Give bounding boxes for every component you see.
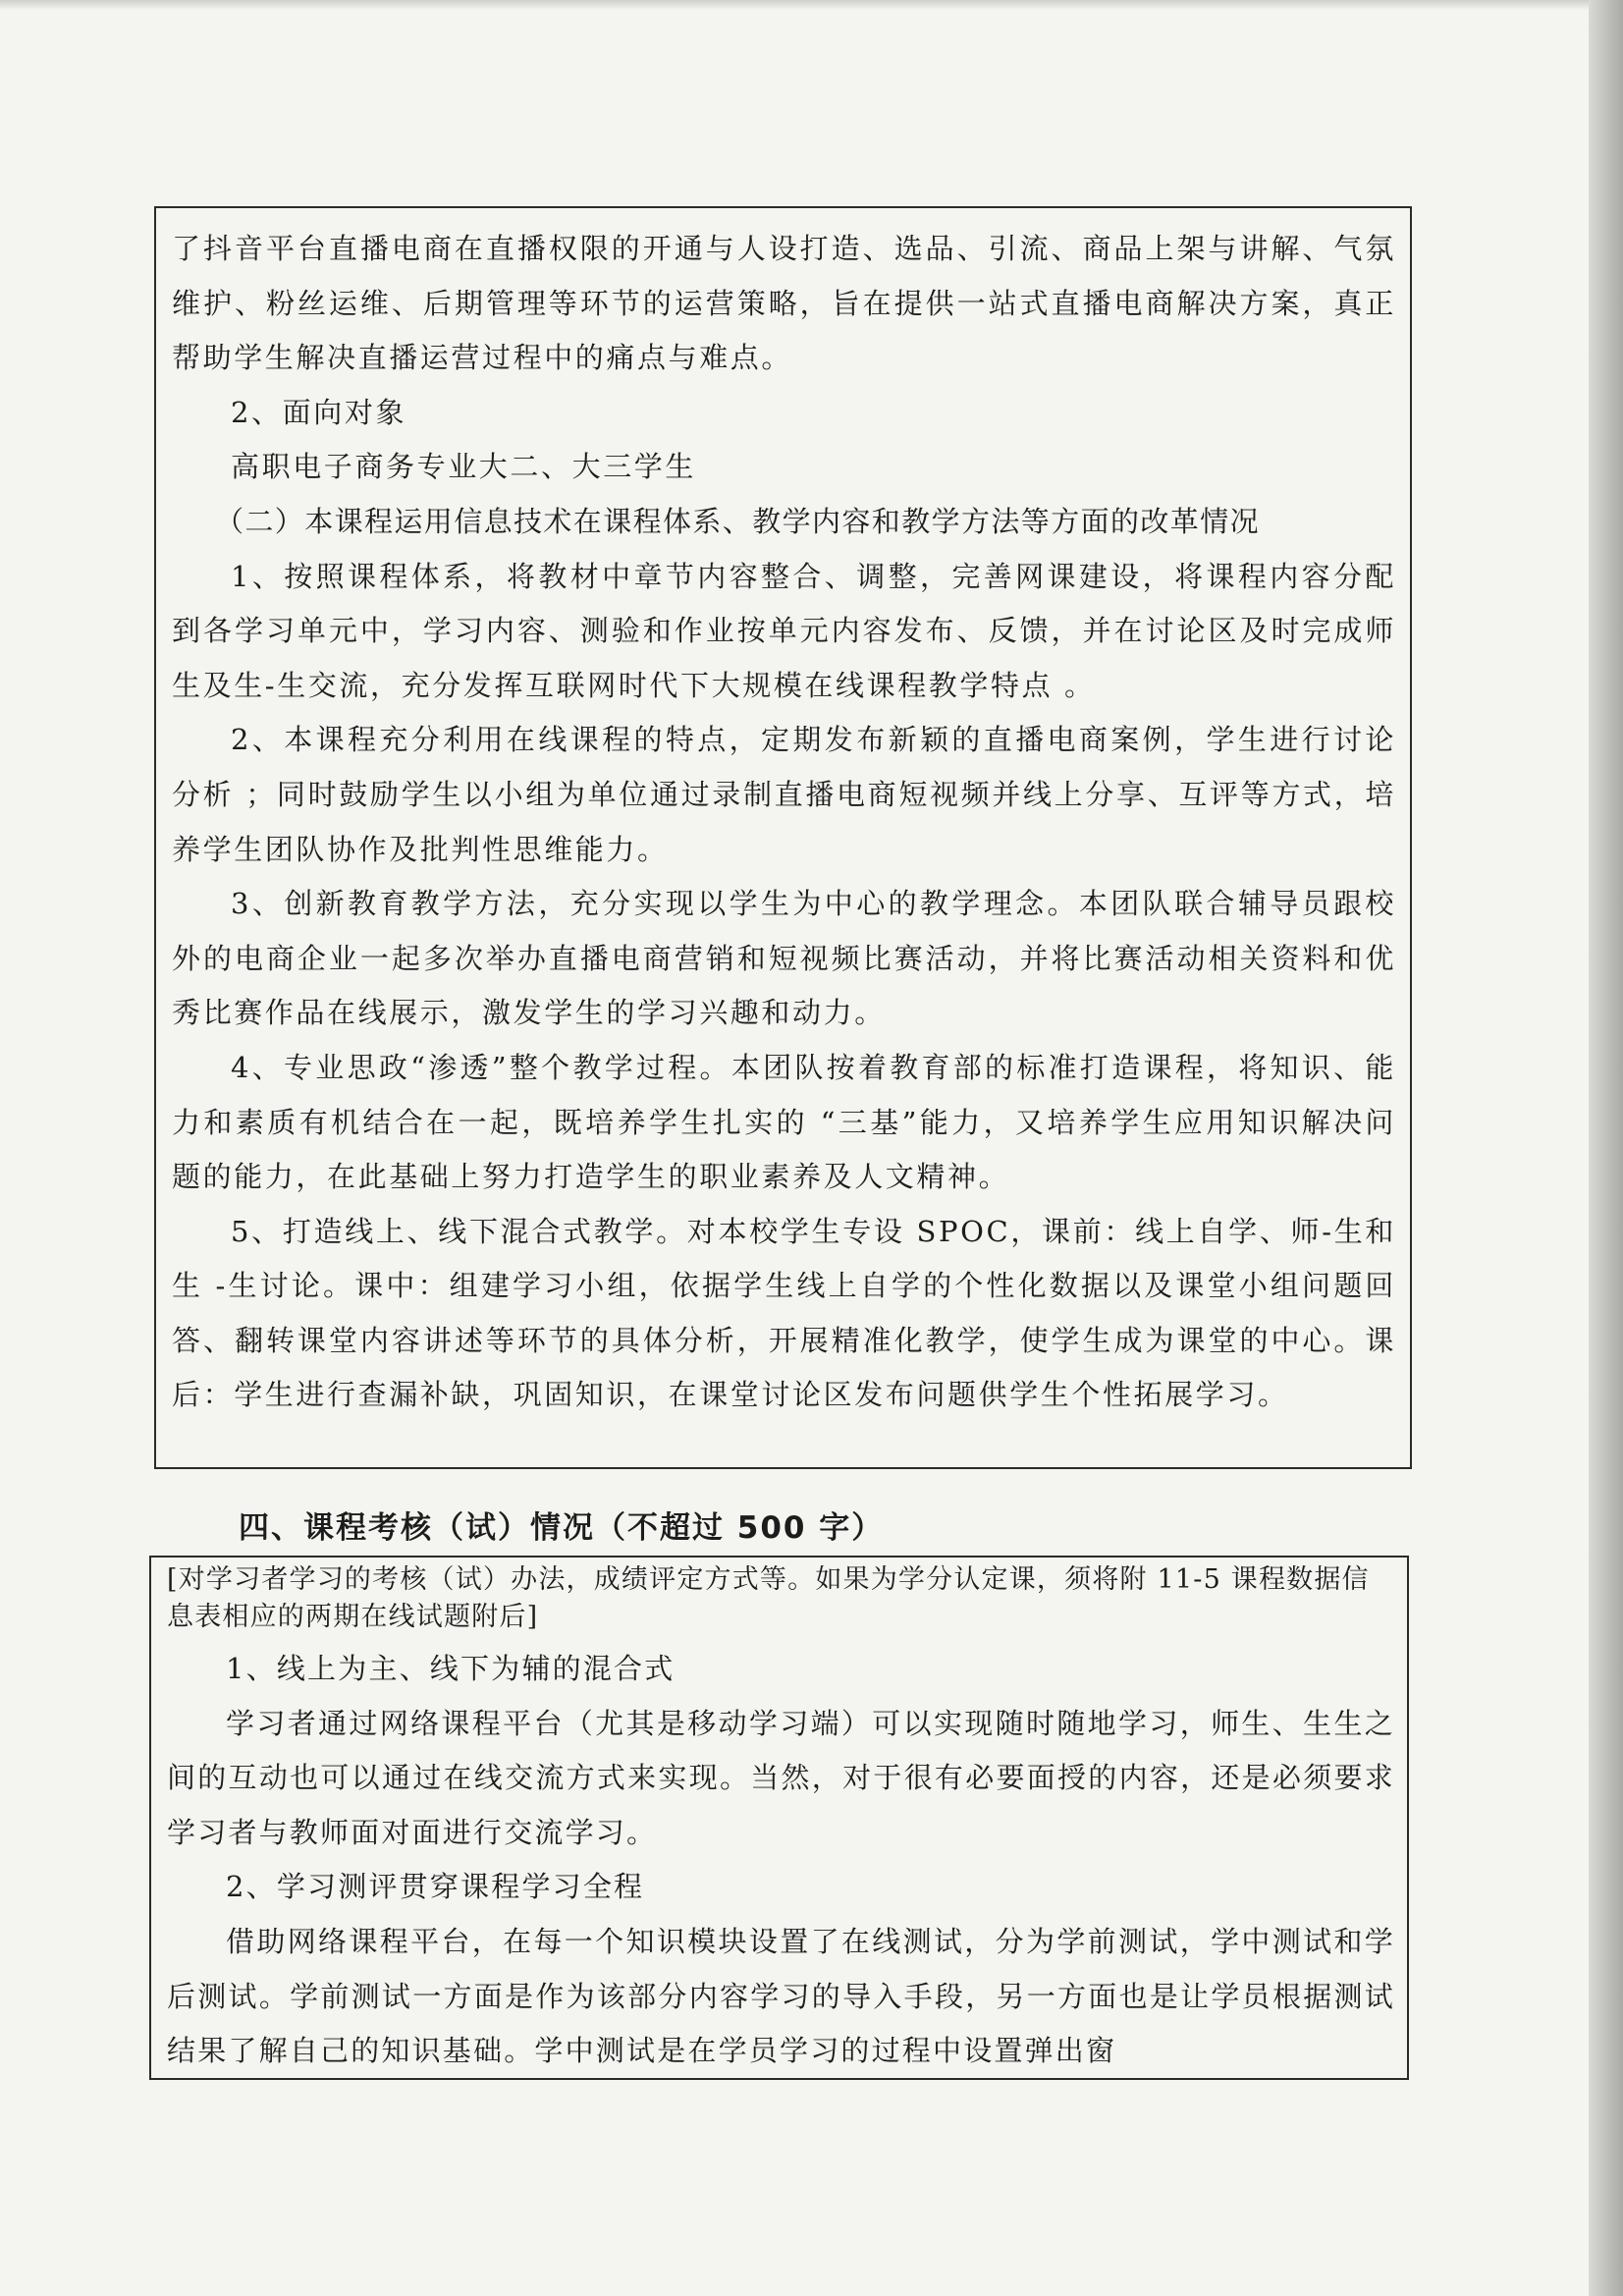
assessment-item-2-heading: 2、学习测评贯穿课程学习全程 <box>226 1870 645 1904</box>
assessment-note: [对学习者学习的考核（试）办法，成绩评定方式等。如果为学分认定课，须将附 11-5 课程数据信息表相应的两期在线试题附后] <box>167 1564 1370 1632</box>
assessment-section-title: 四、课程考核（试）情况（不超过 500 字） <box>239 1510 885 1546</box>
audience-text: 高职电子商务专业大二、大三学生 <box>231 450 697 484</box>
assessment-item-2-text: 借助网络课程平台，在每一个知识模块设置了在线测试，分为学前测试，学中测试和学后测试。学前测试一方面是作为该部分内容学习的导入手段，另一方面也是让学员根据测试结果了解自己的知识基础。学中测试是在学员学习的过程中设置弹出窗 <box>167 1924 1395 2068</box>
reform-item-5: 5、打造线上、线下混合式教学。对本校学生专设 SPOC，课前：线上自学、师-生和生 -生讨论。课中：组建学习小组，依据学生线上自学的个性化数据以及课堂小组问题回答、翻转课堂内容讲述等环节的具体分析，开展精准化教学，使学生成为课堂的中心。课后：学生进行查漏补缺，巩固知识，在课堂讨论区发布问题供学生个性拓展学习。 <box>172 1214 1396 1412</box>
reform-item-4: 4、专业思政“渗透”整个教学过程。本团队按着教育部的标准打造课程，将知识、能力和素质有机结合在一起，既培养学生扎实的 “三基”能力，又培养学生应用知识解决问题的能力，在此基础上努力打造学生的职业素养及人文精神。 <box>172 1050 1396 1194</box>
assessment-box <box>149 1556 1409 2080</box>
reform-item-3: 3、创新教育教学方法，充分实现以学生为中心的教学理念。本团队联合辅导员跟校外的电商企业一起多次举办直播电商营销和短视频比赛活动，并将比赛活动相关资料和优秀比赛作品在线展示，激发学生的学习兴趣和动力。 <box>172 887 1396 1030</box>
reform-item-1: 1、按照课程体系，将教材中章节内容整合、调整，完善网课建设，将课程内容分配 到各学习单元中，学习内容、测验和作业按单元内容发布、反馈，并在讨论区及时完成师生及生-生交流，充分发挥互联网时代下大规模在线课程教学特点 。 <box>172 559 1396 702</box>
audience-heading: 2、面向对象 <box>231 395 407 429</box>
assessment-item-1-text: 学习者通过网络课程平台（尤其是移动学习端）可以实现随时随地学习，师生、生生之间的互动也可以通过在线交流方式来实现。当然，对于很有必要面授的内容，还是必须要求学习者与教师面对面进行交流学习。 <box>167 1706 1395 1849</box>
scan-top-edge <box>0 0 1623 10</box>
intro-paragraph: 了抖音平台直播电商在直播权限的开通与人设打造、选品、引流、商品上架与讲解、气氛维护、粉丝运维、后期管理等环节的运营策略，旨在提供一站式直播电商解决方案，真正帮助学生解决直播运营过程中的痛点与难点。 <box>172 232 1396 375</box>
reform-heading: （二）本课程运用信息技术在课程体系、教学内容和教学方法等方面的改革情况 <box>215 504 1261 538</box>
scan-right-edge <box>1589 0 1623 2296</box>
reform-item-2: 2、本课程充分利用在线课程的特点，定期发布新颖的直播电商案例，学生进行讨论分析 ；同时鼓励学生以小组为单位通过录制直播电商短视频并线上分享、互评等方式，培养学生团队协作及批判性思维能力。 <box>172 723 1396 866</box>
assessment-item-1-heading: 1、线上为主、线下为辅的混合式 <box>226 1652 676 1685</box>
course-reform-box <box>154 206 1412 1469</box>
